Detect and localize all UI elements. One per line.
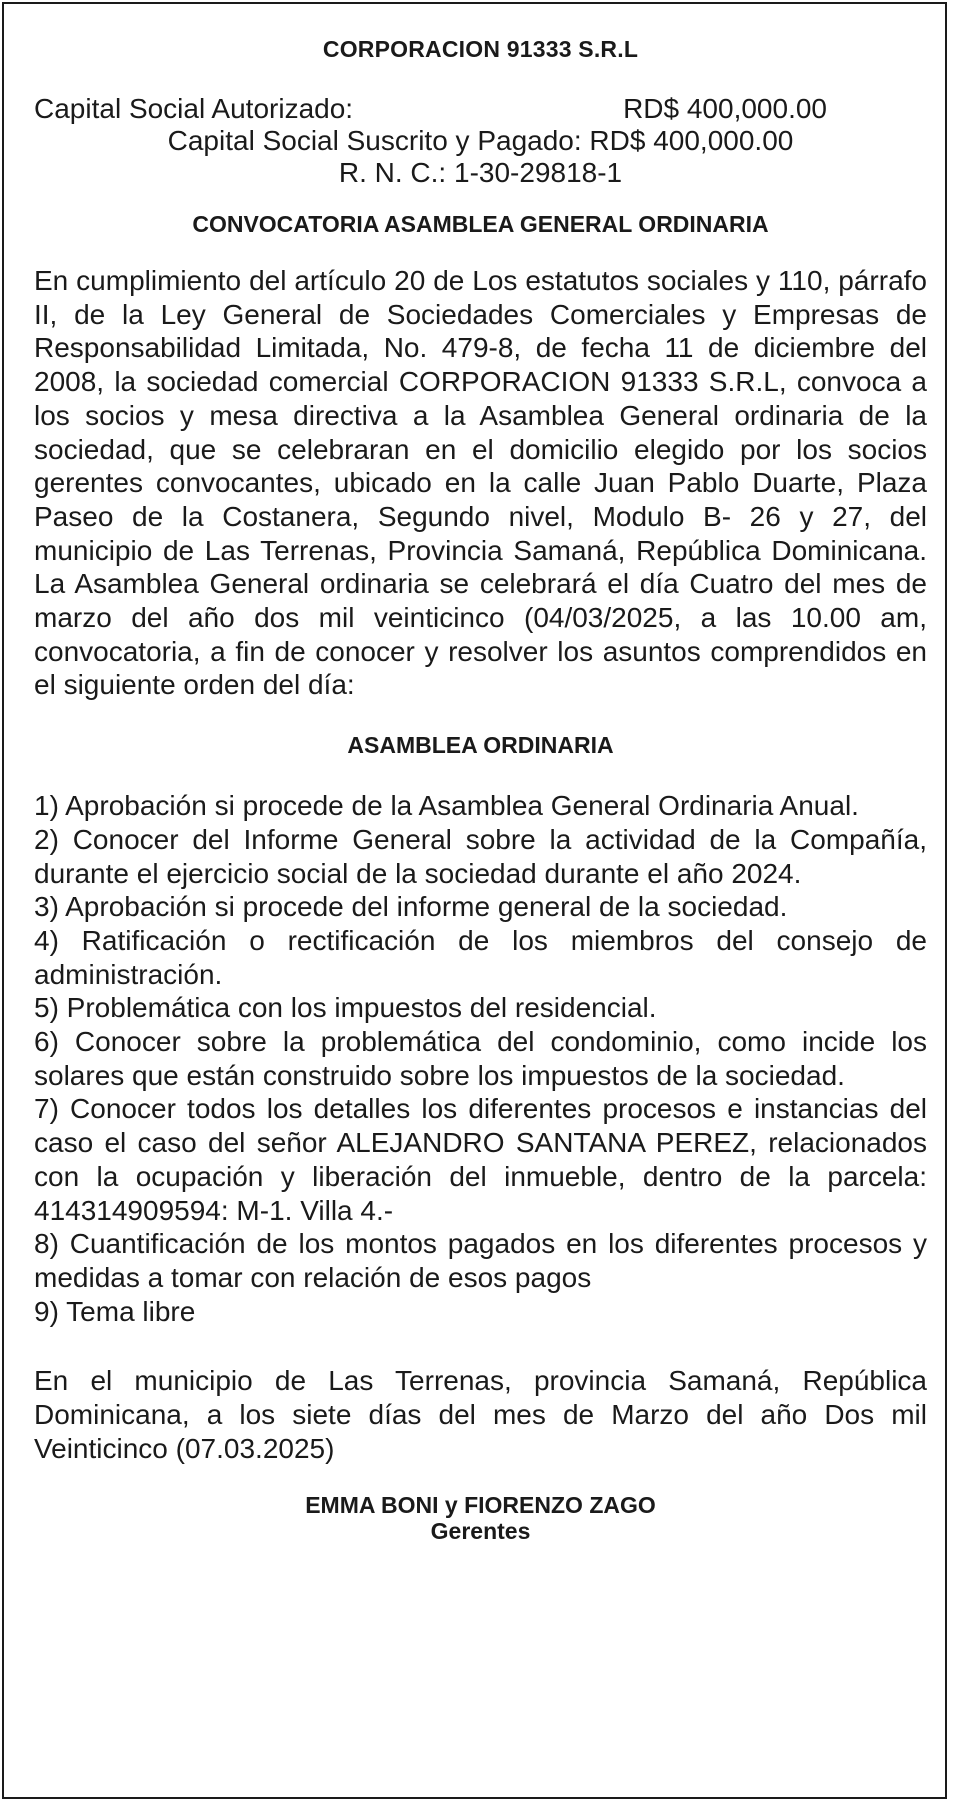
authorized-capital-row: [34, 93, 827, 125]
notice-title: CONVOCATORIA ASAMBLEA GENERAL ORDINARIA: [192, 211, 769, 237]
notice-content: [34, 36, 927, 1544]
agenda-item: 3) Aprobación si procede del informe general de la sociedad.: [34, 891, 788, 923]
agenda-item: 1) Aprobación si procede de la Asamblea General Ordinaria Anual.: [34, 790, 859, 822]
signature-block: [34, 1492, 927, 1544]
agenda-item: 6) Conocer sobre la problemática del condominio, como incide los solares que están construido sobre los impuestos de la sociedad.: [34, 1026, 927, 1091]
authorized-capital-value: RD$ 400,000.00: [623, 93, 827, 124]
rnc-line: R. N. C.: 1-30-29818-1: [338, 157, 623, 188]
agenda-item: 5) Problemática con los impuestos del residencial.: [34, 992, 657, 1024]
agenda-item: 2) Conocer del Informe General sobre la actividad de la Compañía, durante el ejercicio social de la sociedad durante el año 2024.: [34, 823, 927, 889]
authorized-capital-label: Capital Social Autorizado:: [34, 93, 354, 124]
intro-paragraph: En cumplimiento del artículo 20 de Los estatutos sociales y 110, párrafo II, de la Ley General de Sociedades Comerciales y Empresas de Responsabilidad Limitada, No. 479-8, de fecha 11 de diciembre del 2008, la sociedad comercial CORPORACION 91333 S.R.L, convoca a los socios y mesa directiva a la Asamblea General ordinaria de la sociedad, que se celebraran en el domicilio elegido por los socios gerentes convocantes, ubicado en la calle Juan Pablo Duarte, Plaza Paseo de la Costanera, Segundo nivel, Modulo B- 26 y 27, del municipio de Las Terrenas, Provincia Samaná, República Dominicana. La Asamblea General ordinaria se celebrará el día Cuatro del mes de marzo del año dos mil veinticinco (04/03/2025, a las 10.00 am, convocatoria, a fin de conocer y resolver los asuntos comprendidos en el siguiente orden del día:: [34, 265, 927, 701]
signer-names: EMMA BONI y FIORENZO ZAGO: [305, 1491, 656, 1518]
agenda-item: 7) Conocer todos los detalles los diferentes procesos e instancias del caso el caso del señor ALEJANDRO SANTANA PEREZ, relacionados con la ocupación y liberación del inmueble, dentro de la parcela: 414314909594: M-1. Villa 4.-: [34, 1093, 927, 1226]
company-title: CORPORACION 91333 S.R.L: [322, 36, 639, 62]
agenda-list: [34, 789, 927, 1328]
capital-block: [34, 93, 927, 189]
paid-capital-line: Capital Social Suscrito y Pagado: RD$ 400,000.00: [167, 125, 794, 156]
signer-role: Gerentes: [430, 1517, 531, 1544]
agenda-item: 4) Ratificación o rectificación de los miembros del consejo de administración.: [34, 924, 927, 990]
agenda-item: 8) Cuantificación de los montos pagados en los diferentes procesos y medidas a tomar con relación de esos pagos: [34, 1228, 927, 1293]
closing-paragraph: En el municipio de Las Terrenas, provincia Samaná, República Dominicana, a los siete días del mes de Marzo del año Dos mil Veinticinco (07.03.2025): [34, 1365, 927, 1464]
agenda-item: 9) Tema libre: [34, 1295, 196, 1327]
agenda-title: ASAMBLEA ORDINARIA: [347, 732, 614, 759]
notice-page: [2, 2, 947, 1799]
